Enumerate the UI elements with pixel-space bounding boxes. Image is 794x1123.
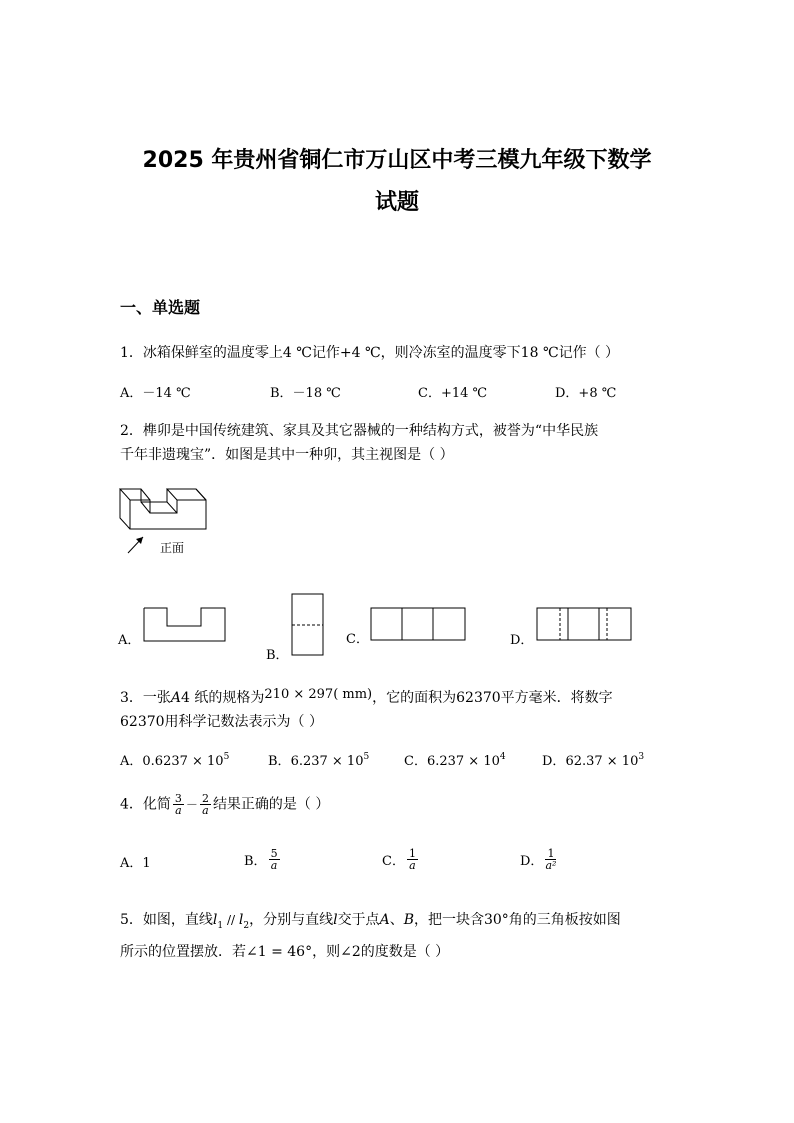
q5-line-l2: l <box>238 912 244 928</box>
q3-option-d-exponent: 3 <box>638 752 645 762</box>
q4-fraction-1-denominator: a <box>175 804 182 817</box>
q3-option-b-base: 6.237 × 10 <box>290 754 364 769</box>
q4-option-c-denominator: a <box>409 859 416 872</box>
q3-option-a-base: 0.6237 × 10 <box>142 754 224 769</box>
q4-option-c-fraction <box>407 848 418 871</box>
question-2-stem-line2: 千年非遗瑰宝”．如图是其中一种卯，其主视图是（ ） <box>120 447 454 463</box>
q3-option-b-exponent: 5 <box>363 752 370 762</box>
q3-text-a: 3．一张 <box>120 690 171 706</box>
q5-point-b: B <box>403 912 414 928</box>
question-2-stem-line1: 2．榫卯是中国传统建筑、家具及其它器械的一种结构方式，被誉为“中华民族 <box>120 423 599 439</box>
question-2-option-c-label: C． <box>346 632 369 647</box>
q4-option-b-numerator: 5 <box>270 847 278 860</box>
q3-option-a-exponent: 5 <box>223 752 230 762</box>
option-b-view-figure <box>291 593 325 657</box>
question-3-stem-line1 <box>120 687 613 707</box>
question-2-option-d-label: D． <box>510 633 534 648</box>
q5-line-l1-subscript: 1 <box>217 920 224 931</box>
q4-option-d-numerator: 1 <box>547 847 555 860</box>
option-c-view-figure <box>370 607 468 643</box>
q4-option-c-label: C． <box>382 854 405 869</box>
q5-line-l1: l <box>212 912 218 928</box>
q4-text-b: 结果正确的是（ ） <box>212 796 330 813</box>
q3-dimensions: 210 × 297( mm) <box>264 687 373 702</box>
q4-fraction-2-denominator: a <box>202 804 209 817</box>
q5-text-a: 5．如图，直线 <box>120 912 213 928</box>
question-5-stem-line1 <box>120 909 621 931</box>
section-heading-single-choice: 一、单选题 <box>120 298 201 317</box>
q5-text-d: ，把一块含30°角的三角板按如图 <box>413 912 621 928</box>
q4-option-b-fraction <box>269 848 280 871</box>
option-a-view-figure <box>143 607 227 643</box>
question-1-option-b: B．－18 ℃ <box>270 386 341 401</box>
question-2-option-b-label: B． <box>266 648 289 663</box>
question-3-option-a <box>120 750 229 769</box>
q4-option-c-numerator: 1 <box>408 847 416 860</box>
q3-option-c-label: C． <box>404 754 427 769</box>
q5-separator: 、 <box>389 912 404 928</box>
question-1-option-a: A．－14 ℃ <box>120 386 191 401</box>
question-3-option-d <box>542 750 644 769</box>
q3-text-c: ，它的面积为62370平方毫米．将数字 <box>372 690 613 706</box>
q4-fraction-1-numerator: 3 <box>174 792 182 805</box>
question-1-option-d: D．+8 ℃ <box>555 386 617 401</box>
option-d-view-figure <box>536 607 634 643</box>
question-1-stem: 1．冰箱保鲜室的温度零上4 ℃记作+4 ℃，则冷冻室的温度零下18 ℃记作（ ） <box>120 345 620 361</box>
q5-text-b: ，分别与直线 <box>249 912 334 928</box>
question-4-option-a: A．1 <box>120 856 151 871</box>
q3-option-a-label: A． <box>120 754 143 769</box>
q4-option-d-label: D． <box>520 854 544 869</box>
question-2-option-a-label: A． <box>118 633 141 648</box>
q3-option-d-label: D． <box>542 754 566 769</box>
q4-fraction-2-numerator: 2 <box>201 792 209 805</box>
q4-fraction-1 <box>173 793 184 816</box>
q3-option-b-label: B． <box>268 754 291 769</box>
question-3-stem-line2: 62370用科学记数法表示为（ ） <box>120 714 323 730</box>
question-4-stem <box>120 793 329 816</box>
q3-option-c-exponent: 4 <box>499 752 506 762</box>
q5-text-c: 交于点 <box>337 912 380 928</box>
question-3-option-c <box>404 750 506 769</box>
front-view-label: 正面 <box>160 541 185 555</box>
q5-line-l: l <box>333 912 338 928</box>
q4-option-b-denominator: a <box>270 859 278 872</box>
question-4-option-d <box>520 848 558 871</box>
question-5-stem-line2: 所示的位置摆放．若∠1 = 46°，则∠2的度数是（ ） <box>120 944 450 960</box>
q5-point-a: A <box>379 912 390 928</box>
question-3-option-b <box>268 750 369 769</box>
question-4-option-c <box>382 848 420 871</box>
q4-minus: － <box>185 797 198 812</box>
q3-text-b: 4 纸的规格为 <box>181 690 265 706</box>
q3-option-c-base: 6.237 × 10 <box>426 754 500 769</box>
document-title-line1: 2025 年贵州省铜仁市万山区中考三模九年级下数学 <box>142 148 652 173</box>
q4-text-a: 4．化简 <box>120 796 171 813</box>
q5-parallel-symbol: // <box>223 913 239 927</box>
question-4-option-b <box>244 848 282 871</box>
q5-line-l2-subscript: 2 <box>243 920 250 931</box>
q4-option-d-fraction <box>545 848 556 871</box>
q4-option-d-denominator: a² <box>545 859 557 872</box>
q3-option-d-base: 62.37 × 10 <box>565 754 639 769</box>
question-1-option-c: C．+14 ℃ <box>418 386 488 401</box>
q4-option-b-label: B． <box>244 854 267 869</box>
q4-fraction-2 <box>200 793 211 816</box>
q3-a4-letter: A <box>170 690 182 706</box>
document-title-line2: 试题 <box>374 190 419 215</box>
